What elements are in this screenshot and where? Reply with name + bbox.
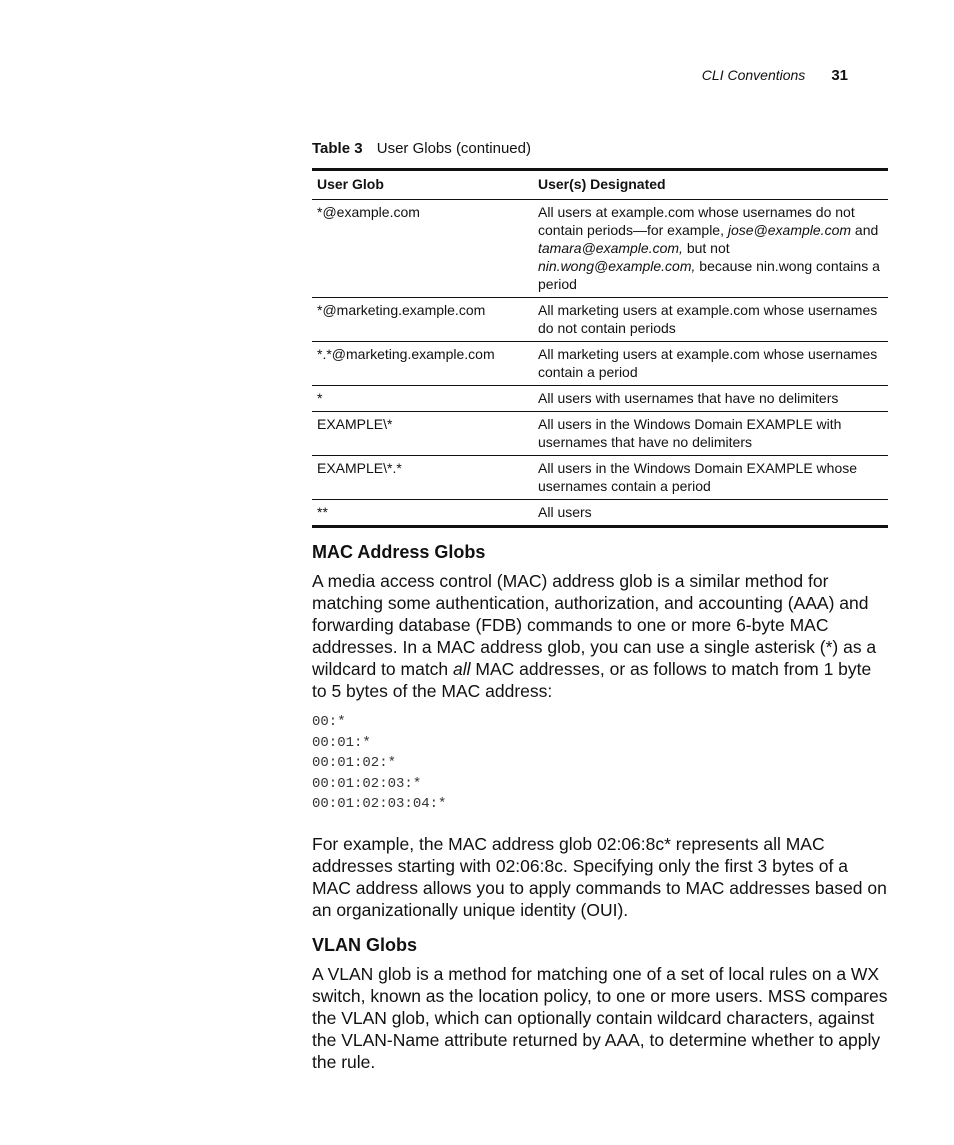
text-run: All marketing users at example.com whose usernames contain a period [538, 346, 878, 380]
user-glob-cell: EXAMPLE\* [312, 412, 533, 456]
text-run: All users in the Windows Domain EXAMPLE with usernames that have no delimiters [538, 416, 842, 450]
text-run: but not [682, 240, 730, 256]
table-row [312, 500, 888, 527]
emphasized-text: tamara@example.com, [538, 240, 683, 256]
user-glob-cell: EXAMPLE\*.* [312, 456, 533, 500]
mac-globs-heading: MAC Address Globs [312, 542, 486, 562]
vlan-globs-paragraph: A VLAN glob is a method for matching one of a set of local rules on a WX switch, known as the location policy, to one or more users. MSS compares the VLAN glob, which can optionally contain wildcard characters, against the VLAN-Name attribute returned by AAA, to determine whether to apply the rule. [312, 963, 888, 1072]
text-run: MAC addresses, or as follows to match from 1 byte to 5 bytes of the MAC address: [312, 659, 872, 701]
users-designated-cell [533, 342, 888, 386]
users-designated-cell [533, 412, 888, 456]
table-row [312, 342, 888, 386]
page-number: 31 [831, 67, 848, 84]
table-body [312, 200, 888, 527]
text-run: All users [538, 504, 592, 520]
user-globs-table [312, 168, 888, 528]
text-run: because nin.wong contains a period [538, 258, 880, 292]
page-content [312, 140, 888, 1073]
text-run: All users at example.com whose usernames do not contain periods—for example, [538, 204, 855, 238]
mac-glob-examples [312, 712, 888, 815]
mac-globs-intro-paragraph [312, 570, 888, 702]
code-line: 00:01:* [312, 734, 371, 751]
mac-globs-example-paragraph: For example, the MAC address glob 02:06:8c* represents all MAC addresses starting with 02:06:8c. Specifying only the first 3 bytes of a MAC address allows you to apply commands to MAC addresses based on an organizationally unique identity (OUI). [312, 833, 887, 920]
user-glob-cell: *@marketing.example.com [312, 298, 533, 342]
text-run: All users in the Windows Domain EXAMPLE whose usernames contain a period [538, 460, 858, 494]
user-glob-cell: *@example.com [312, 200, 533, 298]
code-line: 00:01:02:03:04:* [312, 796, 447, 812]
emphasized-text: all [453, 659, 471, 679]
users-designated-cell [533, 298, 888, 342]
vlan-globs-heading: VLAN Globs [312, 934, 418, 955]
table-row [312, 412, 888, 456]
code-line: 00:01:02:* [312, 755, 397, 771]
column-header-users-designated: User(s) Designated [533, 170, 888, 200]
code-line: 00:01:02:03:* [312, 775, 422, 792]
text-run: A media access control (MAC) address glob is a similar method for matching some authentication, authorization, and accounting (AAA) and forwarding database (FDB) commands to one or more 6-byte MAC addresses. In a MAC address glob, you can use a single asterisk (*) as a wildcard to match [312, 571, 877, 679]
emphasized-text: jose@example.com [727, 222, 852, 238]
column-header-user-glob: User Glob [312, 170, 533, 200]
text-run: and [851, 222, 879, 238]
table-header-row [312, 170, 888, 200]
user-glob-cell: ** [317, 504, 328, 520]
users-designated-cell [533, 456, 888, 500]
emphasized-text: nin.wong@example.com, [538, 258, 696, 274]
table-row [312, 298, 888, 342]
users-designated-cell [533, 386, 888, 412]
running-header [702, 67, 848, 84]
running-header-section: CLI Conventions [701, 67, 806, 83]
users-designated-cell [533, 500, 888, 527]
user-glob-cell: * [312, 386, 533, 412]
user-glob-cell: *.*@marketing.example.com [312, 342, 533, 386]
table-row [312, 456, 888, 500]
table-caption [312, 140, 888, 157]
table-title: User Globs (continued) [376, 140, 531, 157]
users-designated-cell [533, 200, 888, 298]
text-run: All marketing users at example.com whose usernames do not contain periods [538, 302, 878, 336]
text-run: All users with usernames that have no delimiters [538, 390, 839, 406]
table-row [312, 386, 888, 412]
code-line: 00:* [312, 714, 346, 730]
table-number: Table 3 [312, 140, 363, 157]
table-row [312, 200, 888, 298]
